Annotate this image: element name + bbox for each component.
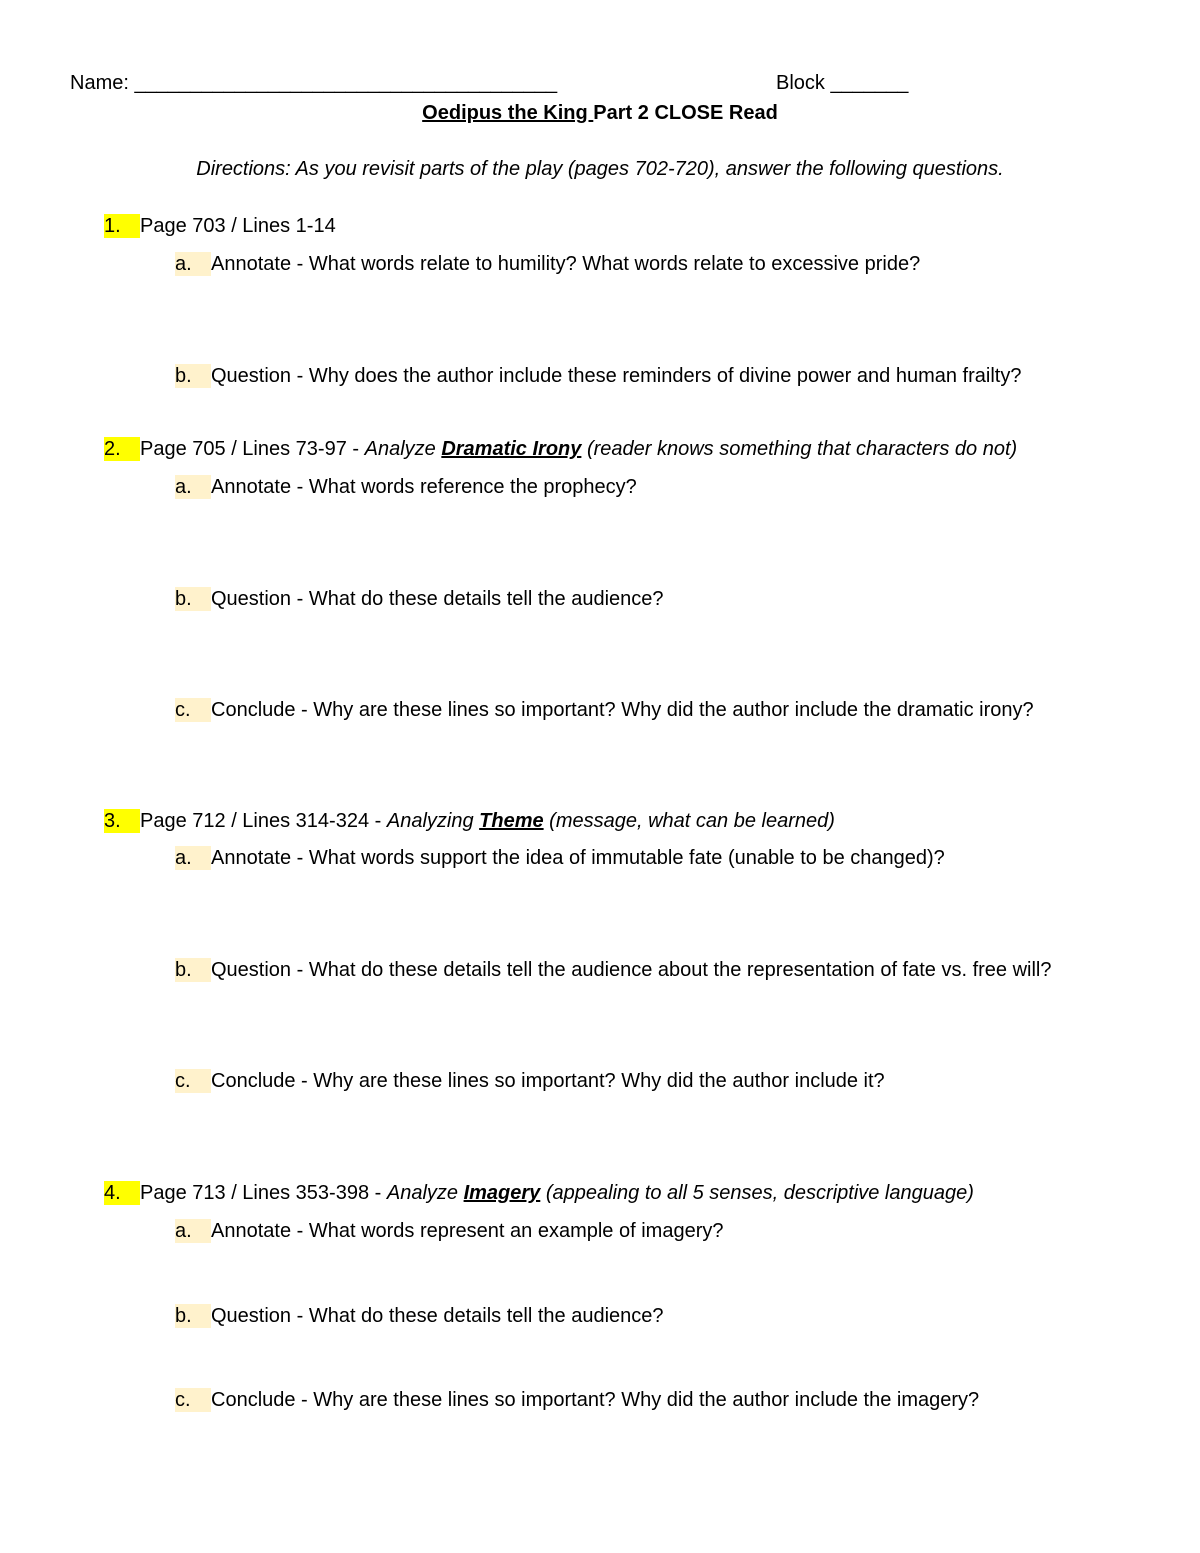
question-reference: Page 705 / Lines 73-97 -: [140, 438, 365, 460]
question-1-part-a: [175, 252, 920, 276]
question-4-part-c: [175, 1388, 979, 1412]
part-letter: a.: [175, 1219, 211, 1243]
question-3: [104, 809, 835, 833]
focus-definition: (appealing to all 5 senses, descriptive language): [540, 1182, 974, 1204]
part-letter: b.: [175, 1304, 211, 1328]
part-text: Annotate - What words represent an example of imagery?: [211, 1220, 724, 1242]
question-number: 3.: [104, 809, 140, 833]
part-text: Question - What do these details tell the audience?: [211, 588, 664, 610]
question-reference: Page 703 / Lines 1-14: [140, 215, 336, 237]
page-title: [0, 101, 1200, 125]
part-text: Conclude - Why are these lines so important? Why did the author include it?: [211, 1070, 885, 1092]
part-letter: a.: [175, 252, 211, 276]
focus-term: Imagery: [463, 1182, 541, 1204]
focus-definition: (reader knows something that characters do not): [581, 438, 1018, 460]
block-field: Block _______: [776, 72, 909, 94]
focus-term: Theme: [479, 810, 544, 832]
focus-prefix: Analyze: [386, 1182, 464, 1204]
part-letter: c.: [175, 1069, 211, 1093]
question-3-part-c: [175, 1069, 885, 1093]
question-2-part-c: [175, 698, 1034, 722]
part-text: Annotate - What words reference the prophecy?: [211, 476, 637, 498]
question-reference: Page 713 / Lines 353-398 -: [140, 1182, 387, 1204]
part-text: Conclude - Why are these lines so important? Why did the author include the imagery?: [211, 1389, 980, 1411]
question-2: [104, 437, 1017, 461]
focus-term: Dramatic Irony: [441, 438, 582, 460]
part-letter: b.: [175, 587, 211, 611]
focus-prefix: Analyze: [364, 438, 442, 460]
part-letter: c.: [175, 1388, 211, 1412]
part-letter: c.: [175, 698, 211, 722]
part-text: Annotate - What words support the idea of immutable fate (unable to be changed)?: [211, 847, 945, 869]
question-2-part-a: [175, 475, 637, 499]
question-3-part-a: [175, 846, 945, 870]
question-4: [104, 1181, 974, 1205]
question-2-part-b: [175, 587, 664, 611]
question-number: 4.: [104, 1181, 140, 1205]
part-text: Annotate - What words relate to humility? What words relate to excessive pride?: [211, 253, 921, 275]
question-number: 2.: [104, 437, 140, 461]
name-field: Name: ______________________________________: [70, 72, 558, 94]
focus-prefix: Analyzing: [386, 810, 480, 832]
part-letter: a.: [175, 475, 211, 499]
part-letter: b.: [175, 364, 211, 388]
part-letter: a.: [175, 846, 211, 870]
question-reference: Page 712 / Lines 314-324 -: [140, 810, 387, 832]
part-text: Question - What do these details tell the audience?: [211, 1305, 664, 1327]
title-play-name: Oedipus the King: [422, 102, 594, 124]
part-text: Question - What do these details tell the audience about the representation of fate vs. free will?: [211, 959, 1052, 981]
question-3-part-b: [175, 958, 1052, 982]
question-1: [104, 214, 336, 238]
question-4-part-a: [175, 1219, 723, 1243]
part-text: Conclude - Why are these lines so important? Why did the author include the dramatic irony?: [211, 699, 1034, 721]
title-rest: Part 2 CLOSE Read: [593, 102, 778, 124]
focus-definition: (message, what can be learned): [543, 810, 835, 832]
question-4-part-b: [175, 1304, 664, 1328]
part-text: Question - Why does the author include these reminders of divine power and human frailty?: [211, 365, 1022, 387]
question-number: 1.: [104, 214, 140, 238]
directions: Directions: As you revisit parts of the play (pages 702-720), answer the following questions.: [196, 158, 1004, 180]
part-letter: b.: [175, 958, 211, 982]
question-1-part-b: [175, 364, 1021, 388]
